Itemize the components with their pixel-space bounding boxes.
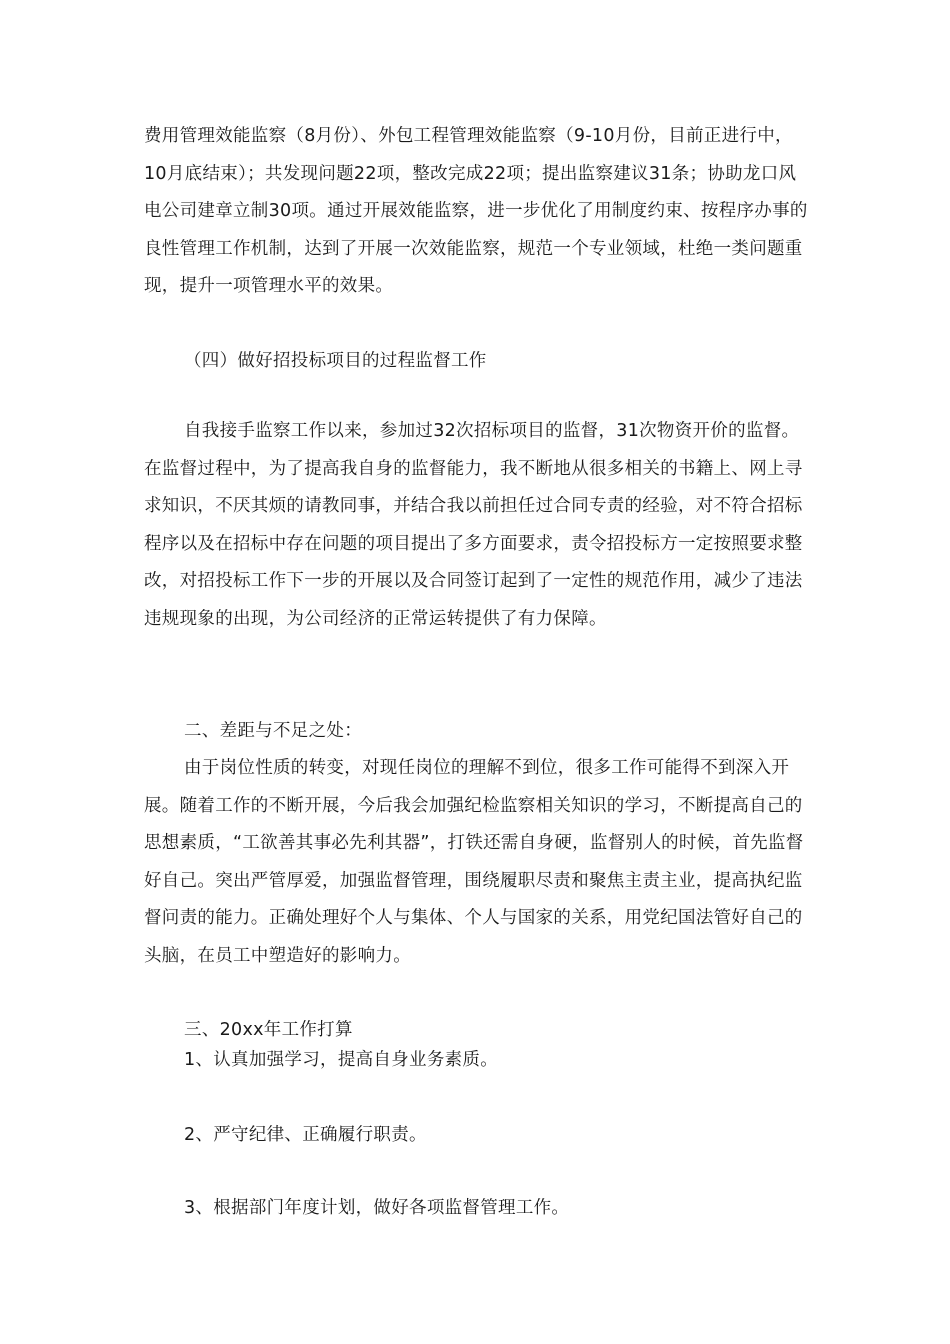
plan-item-2: 2、严守纪律、正确履行职责。: [184, 1125, 427, 1145]
section-heading-work-plan: 三、20xx年工作打算: [184, 1020, 353, 1040]
section-heading-shortcomings: 二、差距与不足之处：: [184, 721, 362, 741]
section-heading-bidding: （四）做好招投标项目的过程监督工作: [184, 351, 487, 371]
plan-item-1: 1、认真加强学习，提高自身业务素质。: [184, 1050, 499, 1070]
paragraph-bidding-supervision: 自我接手监察工作以来，参加过32次招标项目的监督，31次物资开价的监督。在监督过程中，为了提高我自身的监督能力，我不断地从很多相关的书籍上、网上寻求知识，不厌其烦的请教同事，并结合我以前担任过合同专责的经验，对不符合招标程序以及在招标中存在问题的项目提出了多方面要求，责令招投标方一定按照要求整改，对招投标工作下一步的开展以及合同签订起到了一定性的规范作用，减少了违法违规现象的出现，为公司经济的正常运转提供了有力保障。: [144, 421, 803, 629]
plan-item-3: 3、根据部门年度计划，做好各项监督管理工作。: [184, 1198, 570, 1218]
paragraph-efficiency-supervision: 费用管理效能监察（8月份）、外包工程管理效能监察（9-10月份，目前正进行中，10月底结束）；共发现问题22项，整改完成22项；提出监察建议31条；协助龙口风电公司建章立制30项。通过开展效能监察，进一步优化了用制度约束、按程序办事的良性管理工作机制，达到了开展一次效能监察，规范一个专业领域，杜绝一类问题重现，提升一项管理水平的效果。: [144, 126, 808, 296]
paragraph-shortcomings: 由于岗位性质的转变，对现任岗位的理解不到位，很多工作可能得不到深入开展。随着工作的不断开展，今后我会加强纪检监察相关知识的学习，不断提高自己的思想素质，“工欲善其事必先利其器”，打铁还需自身硬，监督别人的时候，首先监督好自己。突出严管厚爱，加强监督管理，围绕履职尽责和聚焦主责主业，提高执纪监督问责的能力。正确处理好个人与集体、个人与国家的关系，用党纪国法管好自己的头脑，在员工中塑造好的影响力。: [144, 758, 804, 966]
